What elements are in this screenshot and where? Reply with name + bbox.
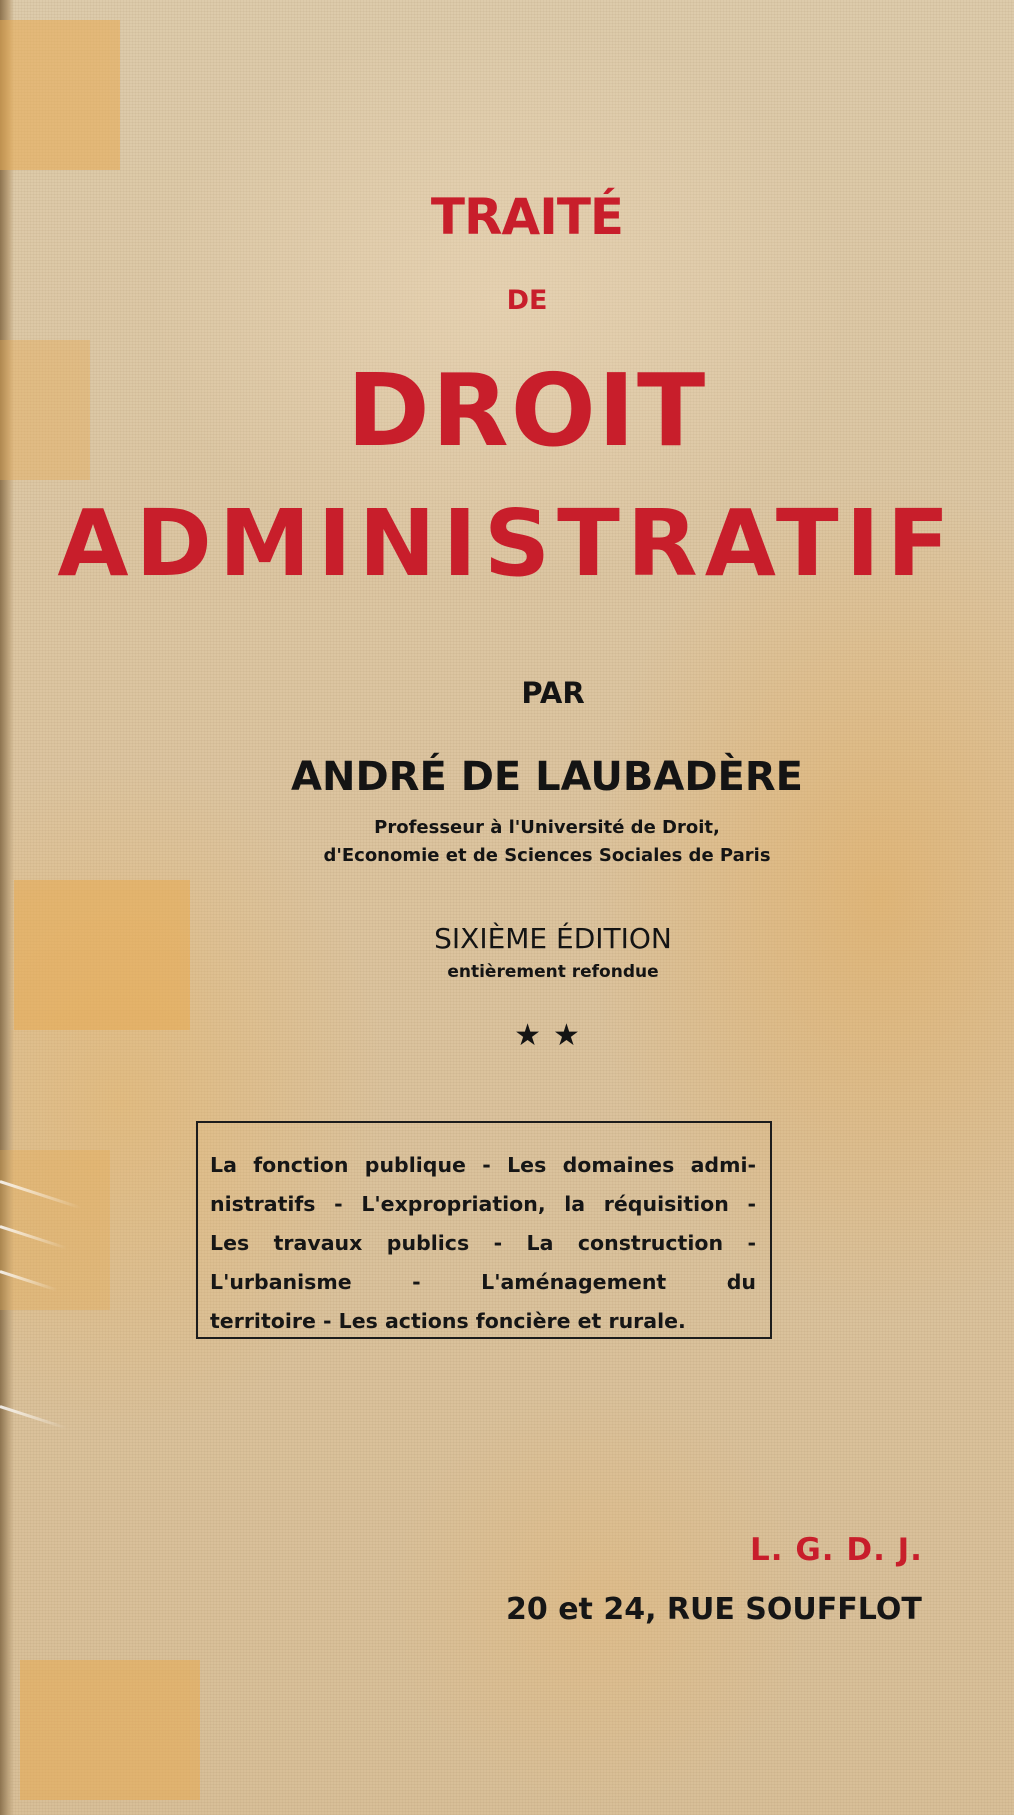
spine-edge [0,0,14,1815]
publisher-name: L. G. D. J. [750,1532,923,1568]
title-traite: TRAITÉ [430,188,624,246]
contents-box [196,1121,772,1339]
tape-stain-bottom-left [20,1660,200,1800]
tape-stain-left-middle [14,880,190,1030]
volume-stars: ★★ [514,1018,592,1053]
publisher-address: 20 et 24, RUE SOUFFLOT [506,1592,922,1627]
contents-line: La fonction publique - Les domaines admi- [210,1153,756,1177]
contents-line: nistratifs - L'expropriation, la réquisition - [210,1192,756,1216]
edition-label: SIXIÈME ÉDITION [434,922,672,955]
title-droit: DROIT [346,352,708,469]
author-affiliation-line-2: d'Economie et de Sciences Sociales de Paris [323,845,771,866]
title-de: DE [506,285,548,316]
tape-stain-top-left [0,20,120,170]
contents-line: L'urbanisme - L'aménagement du [210,1270,756,1294]
contents-line: Les travaux publics - La construction - [210,1231,756,1255]
edition-note: entièrement refondue [447,962,659,982]
contents-line: territoire - Les actions foncière et rurale. [210,1309,686,1333]
by-label: PAR [521,676,585,710]
title-administratif: ADMINISTRATIF [57,490,957,597]
author-affiliation-line-1: Professeur à l'Université de Droit, [374,817,720,838]
author-name: ANDRÉ DE LAUBADÈRE [291,754,803,800]
